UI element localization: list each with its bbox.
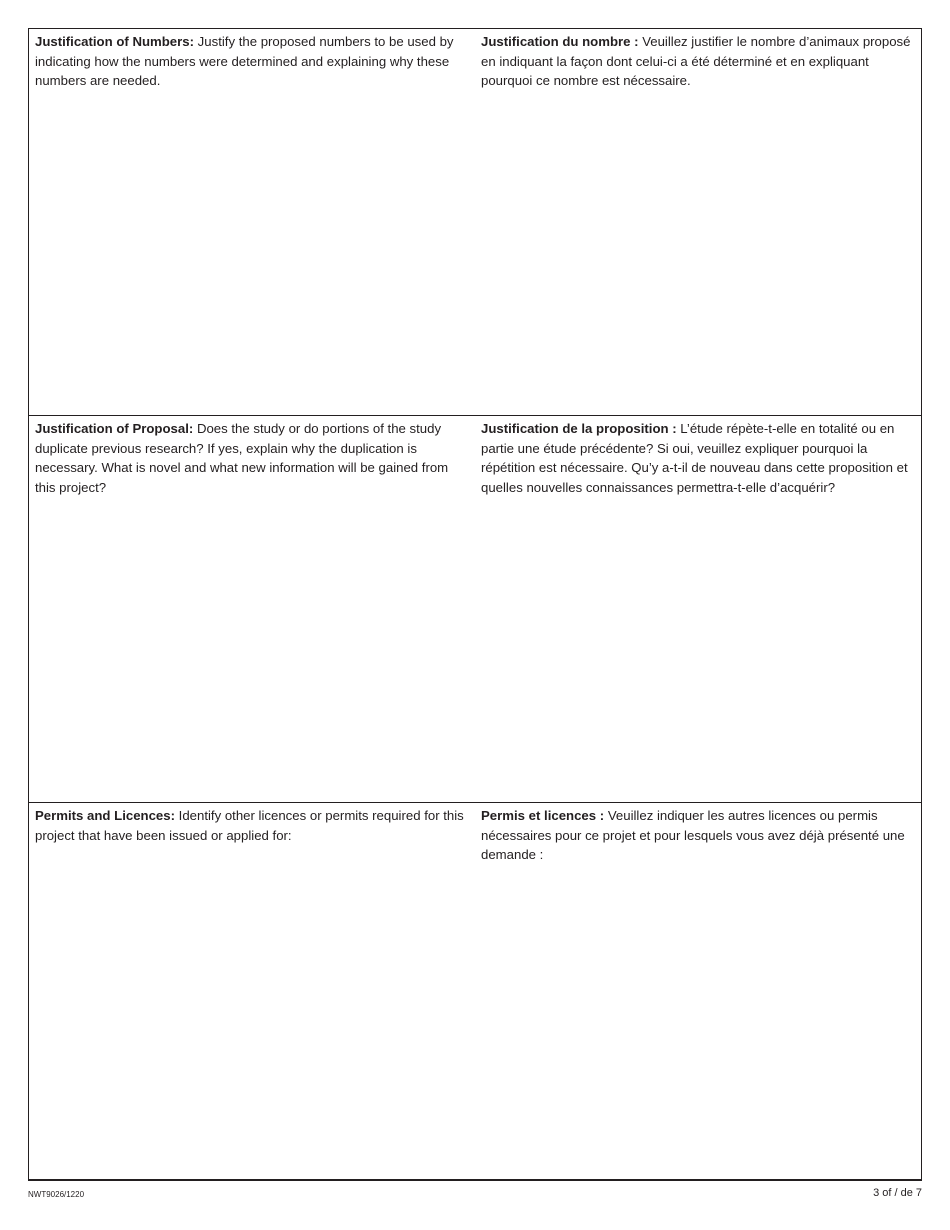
permits-and-licences-field-en[interactable] [29, 803, 475, 845]
field-label: Justification of Proposal: [35, 421, 197, 436]
field-instructions: Veuillez justifier le nombre d’animaux proposé en indiquant la façon dont celui-ci a été déterminé et en expliquant pourquoi ce nombre est nécessaire. [481, 34, 911, 88]
justification-of-numbers-field-en[interactable] [29, 29, 475, 91]
field-instructions: Veuillez indiquer les autres licences ou permis nécessaires pour ce projet et pour lesquels vous avez déjà présenté une demande : [481, 808, 905, 862]
permits-and-licences-section [29, 803, 921, 1180]
justification-of-proposal-section [29, 416, 921, 803]
field-instructions: Does the study or do portions of the study duplicate previous research? If yes, explain why the duplication is necessary. What is novel and what new information will be gained from this project? [35, 421, 449, 495]
page-number: 3 of / de 7 [873, 1187, 922, 1199]
justification-of-proposal-field-en[interactable] [29, 416, 475, 497]
field-instructions: Identify other licences or permits required for this project that have been issued or applied for: [35, 808, 464, 843]
field-instructions: Justify the proposed numbers to be used by indicating how the numbers were determined and explaining why these numbers are needed. [35, 34, 454, 88]
field-label: Permits and Licences: [35, 808, 179, 823]
form-code: NWT9026/1220 [28, 1190, 85, 1199]
field-label: Justification du nombre : [481, 34, 643, 49]
field-label: Justification of Numbers: [35, 34, 198, 49]
field-instructions: L’étude répète-t-elle en totalité ou en partie une étude précédente? Si oui, veuillez expliquer pourquoi la répétition est nécessaire. Qu’y a-t-il de nouveau dans cette proposition et quelles nouvelles connaissances permettra-t-elle d’acquérir? [481, 421, 908, 495]
justification-du-nombre-field-fr[interactable] [475, 29, 921, 91]
field-label: Permis et licences : [481, 808, 608, 823]
justification-of-numbers-section [29, 29, 921, 416]
permis-et-licences-field-fr[interactable] [475, 803, 921, 865]
form-table [28, 28, 922, 1181]
field-label: Justification de la proposition : [481, 421, 681, 436]
justification-de-la-proposition-field-fr[interactable] [475, 416, 921, 497]
